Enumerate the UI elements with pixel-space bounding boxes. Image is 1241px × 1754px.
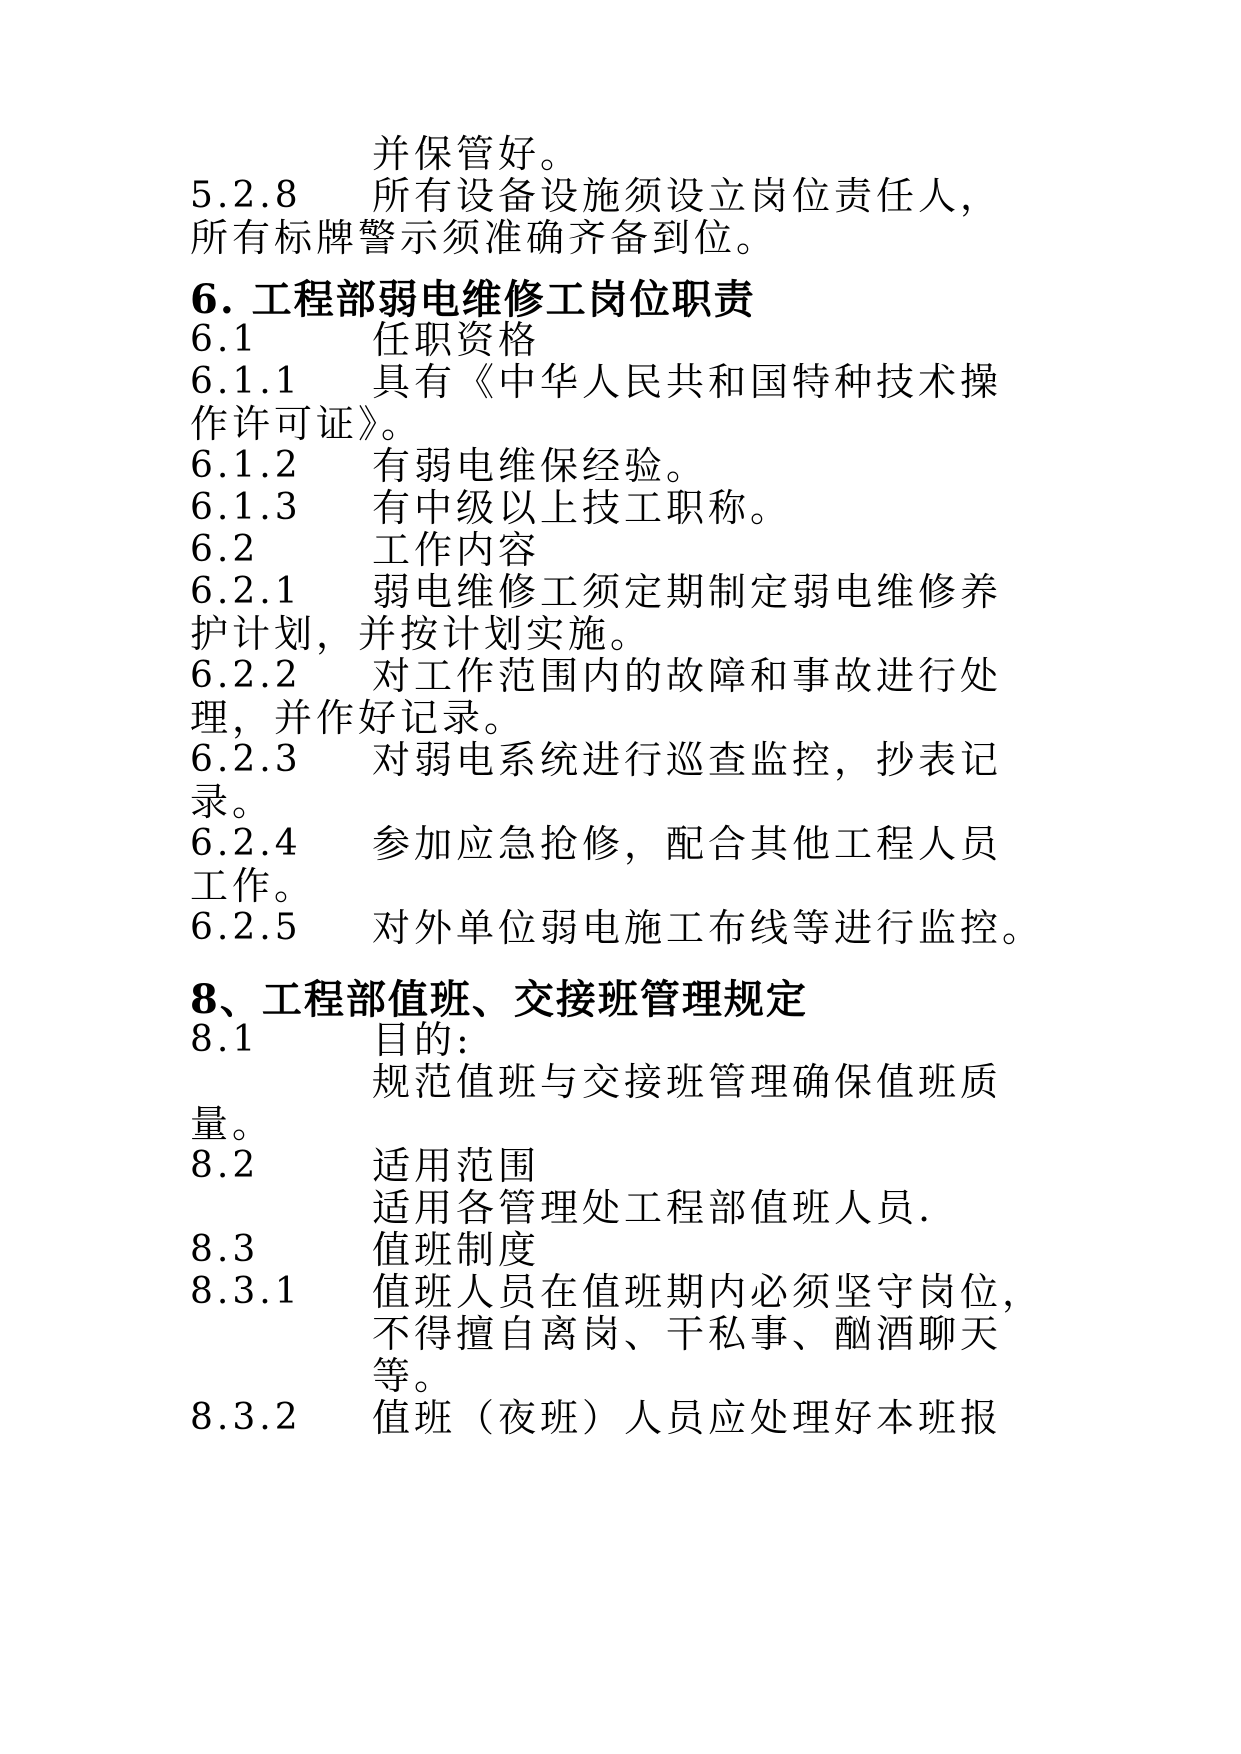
clause-8-1 — [190, 1018, 1090, 1062]
clause-6-1 — [190, 318, 1090, 362]
clause-6-1-3 — [190, 486, 1090, 530]
clause-number: 6.1.1 — [190, 361, 302, 402]
clause-text: 工作内容 — [372, 528, 541, 572]
clause-text: 参加应急抢修，配合其他工程人员 — [372, 822, 1003, 866]
clause-6-2-5 — [190, 906, 1090, 950]
clause-text: 值班（夜班）人员应处理好本班报 — [372, 1396, 1003, 1440]
text-line — [190, 1354, 1090, 1398]
clause-number: 6.2.3 — [190, 739, 302, 780]
clause-text: 有中级以上技工职称。 — [372, 486, 793, 530]
clause-text: 有弱电维保经验。 — [372, 444, 709, 488]
line-text: 所有标牌警示须准确齐备到位。 — [190, 216, 779, 260]
clause-8-2 — [190, 1144, 1090, 1188]
clause-6-1-2 — [190, 444, 1090, 488]
line-text: 护计划，并按计划实施。 — [190, 612, 653, 656]
text-line — [190, 864, 1090, 908]
text-line — [190, 780, 1090, 824]
line-text: 并保管好。 — [372, 132, 583, 176]
line-text: 不得擅自离岗、干私事、酗酒聊天 — [372, 1312, 1003, 1356]
clause-number: 6.1 — [190, 319, 260, 360]
clause-text: 弱电维修工须定期制定弱电维修养 — [372, 570, 1003, 614]
line-text: 量。 — [190, 1102, 275, 1146]
clause-text: 具有《中华人民共和国特种技术操 — [372, 360, 1003, 404]
clause-6-1-1 — [190, 360, 1090, 404]
clause-number: 6.2.4 — [190, 823, 302, 864]
clause-6-2-3 — [190, 738, 1090, 782]
line-text: 规范值班与交接班管理确保值班质 — [372, 1060, 1003, 1104]
line-text: 适用各管理处工程部值班人员. — [372, 1186, 935, 1230]
text-line — [190, 612, 1090, 656]
section-heading-6: 6. 工程部弱电维修工岗位职责 — [190, 276, 756, 323]
clause-number: 5.2.8 — [190, 175, 302, 216]
clause-text: 对工作范围内的故障和事故进行处 — [372, 654, 1003, 698]
line-text: 作许可证》。 — [190, 402, 424, 446]
clause-6-2-1 — [190, 570, 1090, 614]
text-line — [190, 696, 1090, 740]
text-line — [190, 1060, 1090, 1104]
clause-text: 所有设备设施须设立岗位责任人， — [372, 174, 1003, 218]
clause-number: 6.1.2 — [190, 445, 302, 486]
section-heading-8: 8、工程部值班、交接班管理规定 — [190, 976, 808, 1023]
clause-8-3-1 — [190, 1270, 1090, 1314]
clause-6-2-4 — [190, 822, 1090, 866]
clause-text: 值班制度 — [372, 1228, 541, 1272]
clause-text: 任职资格 — [372, 318, 541, 362]
clause-number: 8.1 — [190, 1019, 260, 1060]
text-line — [190, 1102, 1090, 1146]
clause-number: 8.2 — [190, 1145, 260, 1186]
clause-text: 适用范围 — [372, 1144, 541, 1188]
clause-number: 6.1.3 — [190, 487, 302, 528]
clause-6-2 — [190, 528, 1090, 572]
clause-text: 目的: — [372, 1018, 473, 1062]
clause-number: 8.3.1 — [190, 1271, 302, 1312]
text-line — [190, 1186, 1090, 1230]
text-line — [190, 216, 1090, 260]
clause-number: 6.2.1 — [190, 571, 302, 612]
clause-text: 值班人员在值班期内必须坚守岗位， — [372, 1270, 1045, 1314]
clause-8-3 — [190, 1228, 1090, 1272]
line-text: 等。 — [372, 1354, 457, 1398]
text-line — [190, 402, 1090, 446]
clause-6-2-2 — [190, 654, 1090, 698]
clause-number: 6.2 — [190, 529, 260, 570]
text-line — [190, 1312, 1090, 1356]
clause-text: 对弱电系统进行巡查监控，抄表记 — [372, 738, 1003, 782]
clause-number: 8.3.2 — [190, 1397, 302, 1438]
clause-5-2-8 — [190, 174, 1090, 218]
line-text: 理，并作好记录。 — [190, 696, 527, 740]
text-line — [190, 132, 1090, 176]
clause-number: 6.2.5 — [190, 907, 302, 948]
clause-number: 6.2.2 — [190, 655, 302, 696]
clause-text: 对外单位弱电施工布线等进行监控。 — [372, 906, 1045, 950]
clause-number: 8.3 — [190, 1229, 260, 1270]
line-text: 工作。 — [190, 864, 317, 908]
line-text: 录。 — [190, 780, 275, 824]
clause-8-3-2 — [190, 1396, 1090, 1440]
